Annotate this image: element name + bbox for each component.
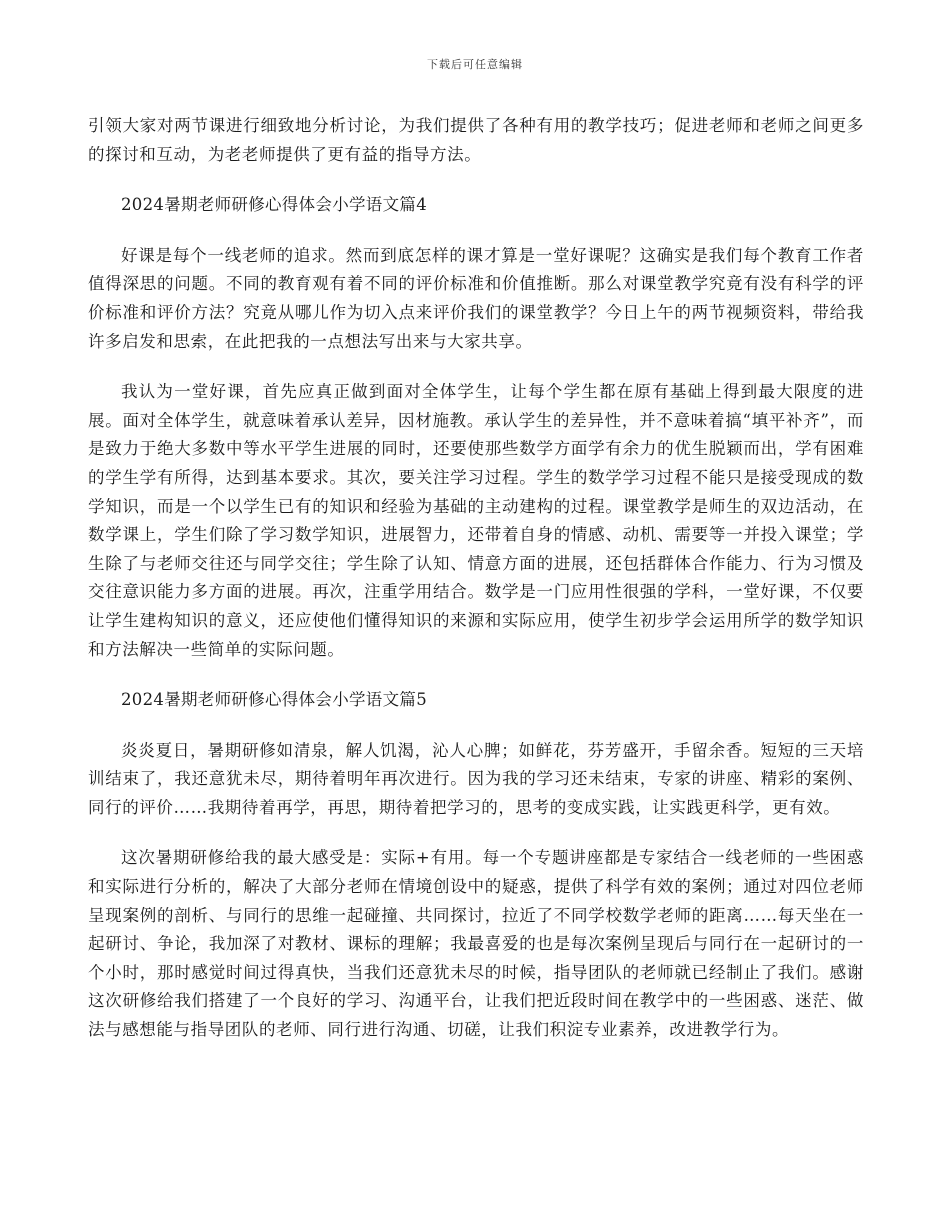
section-heading-5: 2024暑期老师研修心得体会小学语文篇5 — [121, 690, 427, 710]
paragraph-feeling: 这次暑期研修给我的最大感受是：实际+有用。每一个专题讲座都是专家结合一线老师的一些困惑和实际进行分析的，解决了大部分老师在情境创设中的疑惑，提供了科学有效的案例；通过对四位老师呈现案例的剖析、与同行的思维一起碰撞、共同探讨，拉近了不同学校数学老师的距离……每天坐在一起研讨、争论，我加深了对教材、课标的理解；我最喜爱的也是每次案例呈现后与同行在一起研讨的一个小时，那时感觉时间过得真快，当我们还意犹未尽的时候，指导团队的老师就已经制止了我们。感谢这次研修给我们搭建了一个良好的学习、沟通平台，让我们把近段时间在教学中的一些困惑、迷茫、做法与感想能与指导团队的老师、同行进行沟通、切磋，让我们积淀专业素养，改进教学行为。 — [88, 848, 864, 1040]
paragraph-good-lesson: 好课是每个一线老师的追求。然而到底怎样的课才算是一堂好课呢？这确实是我们每个教育工作者值得深思的问题。不同的教育观有着不同的评价标准和价值推断。那么对课堂教学究竟有没有科学的评价标准和评价方法？究竟从哪儿作为切入点来评价我们的课堂教学？今日上午的两节视频资料，带给我许多启发和思索，在此把我的一点想法写出来与大家共享。 — [88, 245, 864, 351]
section-heading-4: 2024暑期老师研修心得体会小学语文篇4 — [121, 195, 427, 215]
paragraph-intro: 引领大家对两节课进行细致地分析讨论，为我们提供了各种有用的教学技巧；促进老师和老师之间更多的探讨和互动，为老老师提供了更有益的指导方法。 — [88, 116, 864, 164]
document-body — [88, 112, 864, 1067]
paragraph-summer: 炎炎夏日，暑期研修如清泉，解人饥渴，沁人心脾；如鲜花，芬芳盛开，手留余香。短短的三天培训结束了，我还意犹未尽，期待着明年再次进行。因为我的学习还未结束，专家的讲座、精彩的案例、同行的评价……我期待着再学，再思，期待着把学习的，思考的变成实践，让实践更科学，更有效。 — [88, 740, 864, 817]
paragraph-all-students: 我认为一堂好课，首先应真正做到面对全体学生，让每个学生都在原有基础上得到最大限度的进展。面对全体学生，就意味着承认差异，因材施教。承认学生的差异性，并不意味着搞“填平补齐”，而是致力于绝大多数中等水平学生进展的同时，还要使那些数学方面学有余力的优生脱颖而出，学有困难的学生学有所得，达到基本要求。其次，要关注学习过程。学生的数学学习过程不能只是接受现成的数学知识，而是一个以学生已有的知识和经验为基础的主动建构的过程。课堂教学是师生的双边活动，在数学课上，学生们除了学习数学知识，进展智力，还带着自身的情感、动机、需要等一并投入课堂；学生除了与老师交往还与同学交往；学生除了认知、情意方面的进展，还包括群体合作能力、行为习惯及交往意识能力多方面的进展。再次，注重学用结合。数学是一门应用性很强的学科，一堂好课，不仅要让学生建构知识的意义，还应使他们懂得知识的来源和实际应用，使学生初步学会运用所学的数学知识和方法解决一些简单的实际问题。 — [88, 382, 864, 659]
page-header: 下载后可任意编辑 — [427, 58, 523, 71]
